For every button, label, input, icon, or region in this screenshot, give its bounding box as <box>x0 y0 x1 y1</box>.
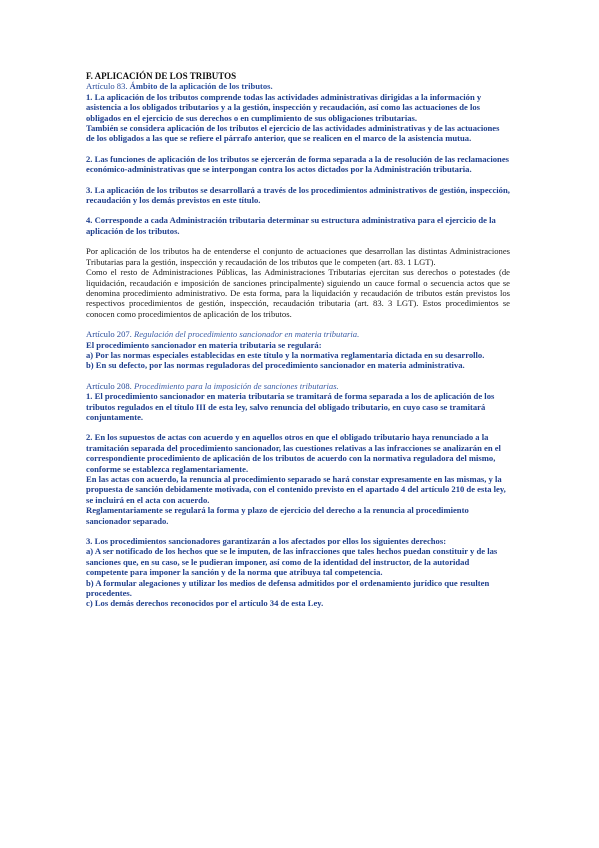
article-208-label: Artículo 208. <box>86 380 132 391</box>
article-208-item-a: a) A ser notificado de los hechos que se le imputen, de las infracciones que tales hechos puedan constituir y de las sanciones que, en su caso, se le pudieran imponer, así como de la identidad del instructor, de la autoridad competente para imponer la sanción y de la norma que atribuya tal competencia. <box>86 546 498 578</box>
article-83-paragraph-3: 3. La aplicación de los tributos se desarrollará a través de los procedimientos administrativos de gestión, inspección, recaudación y los demás previstos en este título. <box>86 184 510 206</box>
article-83-paragraph-1: 1. La aplicación de los tributos comprende todas las actividades administrativas dirigidas a la información y asistencia a los obligados tributarios y a la gestión, inspección y recaudación, así como las actuaciones de los obligados en el ejercicio de sus derechos o en cumplimiento de sus obligaciones tributarias. <box>86 91 482 123</box>
explanation-paragraph-1: Por aplicación de los tributos ha de entenderse el conjunto de actuaciones que desarrollan las distintas Administraciones Tributarias para la gestión, inspección y recaudación de los tributos que le competen (art. 83. 1 LGT). <box>86 246 510 267</box>
explanation-paragraph-2: Como el resto de Administraciones Públicas, las Administraciones Tributarias ejercitan sus derechos o potestades (de liquidación, recaudación e imposición de sanciones principalmente) siguiendo un cauce formal o secuencia actos que se denomina procedimiento administrativo. De esta forma, para la liquidación y recaudación de tributos están previstos los respectivos procedimientos de gestión, inspección, recaudación tributaria (art. 83. 3 LGT). Estos procedimientos se conocen como procedimientos de aplicación de los tributos. <box>86 267 510 319</box>
article-83-paragraph-2: 2. Las funciones de aplicación de los tributos se ejercerán de forma separada a la de resolución de las reclamaciones económico-administrativas que se interpongan contra los actos dictados por la Administración tributaria. <box>86 153 509 175</box>
article-207-heading <box>86 329 510 339</box>
article-208-heading <box>86 381 510 391</box>
article-207-label: Artículo 207. <box>86 329 132 340</box>
article-208-paragraph-1: 1. El procedimiento sancionador en materia tributaria se tramitará de forma separada a los de aplicación de los tributos regulados en el título III de esta ley, salvo renuncia del obligado tributario, en cuyo caso se tramitará conjuntamente. <box>86 391 495 422</box>
article-208-paragraph-2c: Reglamentariamente se regulará la forma y plazo de ejercicio del derecho a la renuncia al procedimiento sancionador separado. <box>86 505 469 526</box>
article-207-item-b: b) En su defecto, por las normas reguladoras del procedimiento sancionador en materia administrativa. <box>86 360 465 371</box>
article-83-heading <box>86 81 510 91</box>
section-title: F. APLICACIÓN DE LOS TRIBUTOS <box>86 71 237 81</box>
article-208-paragraph-3: 3. Los procedimientos sancionadores garantizarán a los afectados por ellos los siguientes derechos: <box>86 536 447 547</box>
article-208-paragraph-2: 2. En los supuestos de actas con acuerdo y en aquellos otros en que el obligado tributario haya renunciado a la tramitación separada del procedimiento sancionador, las cuestiones relativas a las infracciones se analizarán en el correspondiente procedimiento de aplicación de los tributos de acuerdo con la normativa reguladora del mismo, conforme se establezca reglamentariamente. <box>86 432 501 474</box>
document-body <box>86 71 510 609</box>
article-83-title: Ámbito de la aplicación de los tributos. <box>127 81 273 92</box>
article-207-intro: El procedimiento sancionador en materia tributaria se regulará: <box>86 339 322 350</box>
article-83-paragraph-4: 4. Corresponde a cada Administración tributaria determinar su estructura administrativa para el ejercicio de la aplicación de los tributos. <box>86 215 496 236</box>
article-208-paragraph-2b: En las actas con acuerdo, la renuncia al procedimiento separado se hará constar expresamente en las mismas, y la propuesta de sanción debidamente motivada, con el contenido previsto en el apartado 4 del artículo 210 de esta ley, se incluirá en el acta con acuerdo. <box>86 474 506 505</box>
article-208-title: Procedimiento para la imposición de sanciones tributarias. <box>131 380 339 391</box>
article-83-label: Artículo 83. <box>86 81 128 92</box>
article-207-item-a: a) Por las normas especiales establecidas en este título y la normativa reglamentaria dictada en su desarrollo. <box>86 349 485 360</box>
article-208-item-b: b) A formular alegaciones y utilizar los medios de defensa admitidos por el ordenamiento jurídico que resulten procedentes. <box>86 577 490 599</box>
article-207-title: Regulación del procedimiento sancionador en materia tributaria. <box>131 329 360 340</box>
article-208-item-c: c) Los demás derechos reconocidos por el artículo 34 de esta Ley. <box>86 598 324 609</box>
article-83-paragraph-1b: También se considera aplicación de los tributos el ejercicio de las actividades administrativas y de las actuaciones de los obligados a las que se refiere el párrafo anterior, que se realicen en el marco de la asistencia mutua. <box>86 123 500 144</box>
